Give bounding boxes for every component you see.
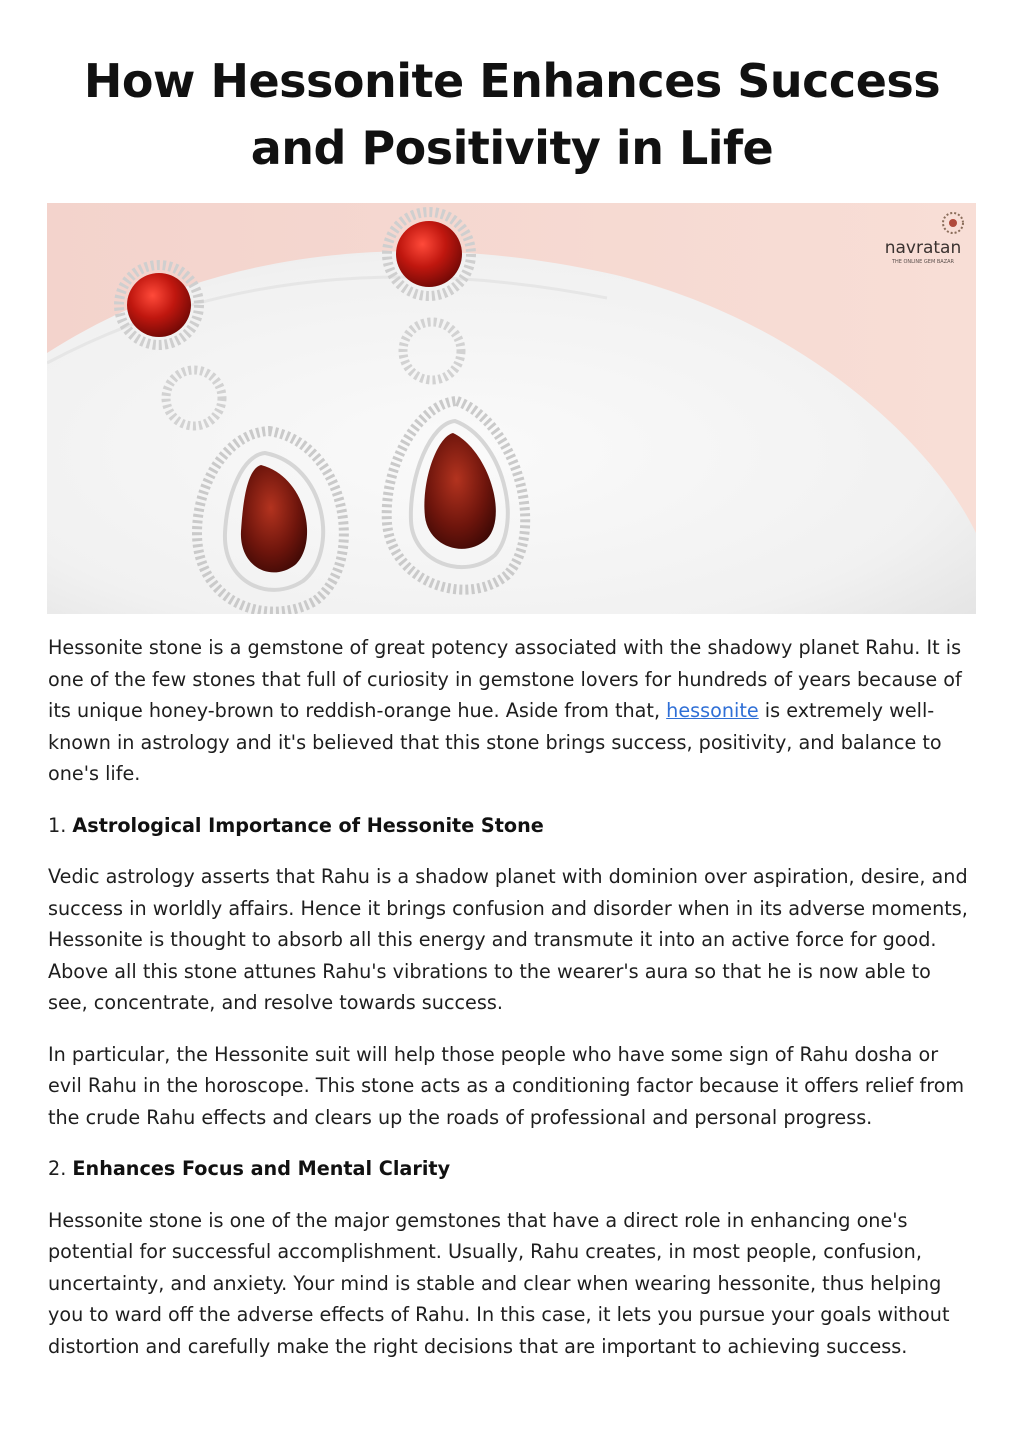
section-heading-2: 2. Enhances Focus and Mental Clarity — [48, 1157, 451, 1180]
brand-name: navratan — [884, 238, 962, 258]
page-title: How Hessonite Enhances Success and Positivity in Life — [83, 54, 941, 175]
hero-image — [47, 203, 976, 614]
section-2-paragraph-1: Hessonite stone is one of the major gemstones that have a direct role in enhancing one's potential for successful accomplishment. Usually, Rahu creates, in most people, confusion, uncertainty, and anxiety. Your mind is stable and clear when wearing hessonite, thus helping you to ward off the adverse effects of Rahu. In this case, it lets you pursue your goals without distortion and carefully make the right decisions that are important to achieving success. — [48, 1208, 950, 1358]
section-1-paragraph-1: Vedic astrology asserts that Rahu is a shadow planet with dominion over aspiration, desire, and success in worldly affairs. Hence it brings confusion and disorder when in its adverse moments, Hessonite is thought to absorb all this energy and transmute it into an active force for good. Above all this stone attunes Rahu's vibrations to the wearer's aura so that he is now able to see, concentrate, and resolve towards success. — [48, 865, 968, 1014]
brand-tagline: THE ONLINE GEM BAZAR — [891, 259, 955, 265]
section-1-paragraph-2: In particular, the Hessonite suit will help those people who have some sign of Rahu dosha or evil Rahu in the horoscope. This stone acts as a conditioning factor because it offers relief from the crude Rahu effects and clears up the roads of professional and personal progress. — [48, 1042, 965, 1129]
section-heading-1: 1. Astrological Importance of Hessonite Stone — [48, 813, 544, 837]
intro-paragraph: Hessonite stone is a gemstone of great potency associated with the shadowy planet Rahu. It is one of the few stones that full of curiosity in gemstone lovers for hundreds of years because of its unique honey-brown to reddish-orange hue. Aside from that, hessonite is extremely well-known in astrology and it's believed that this stone brings success, positivity, and balance to one's life. — [48, 636, 962, 785]
article-body — [48, 632, 972, 1382]
hessonite-link[interactable]: hessonite — [666, 699, 759, 722]
